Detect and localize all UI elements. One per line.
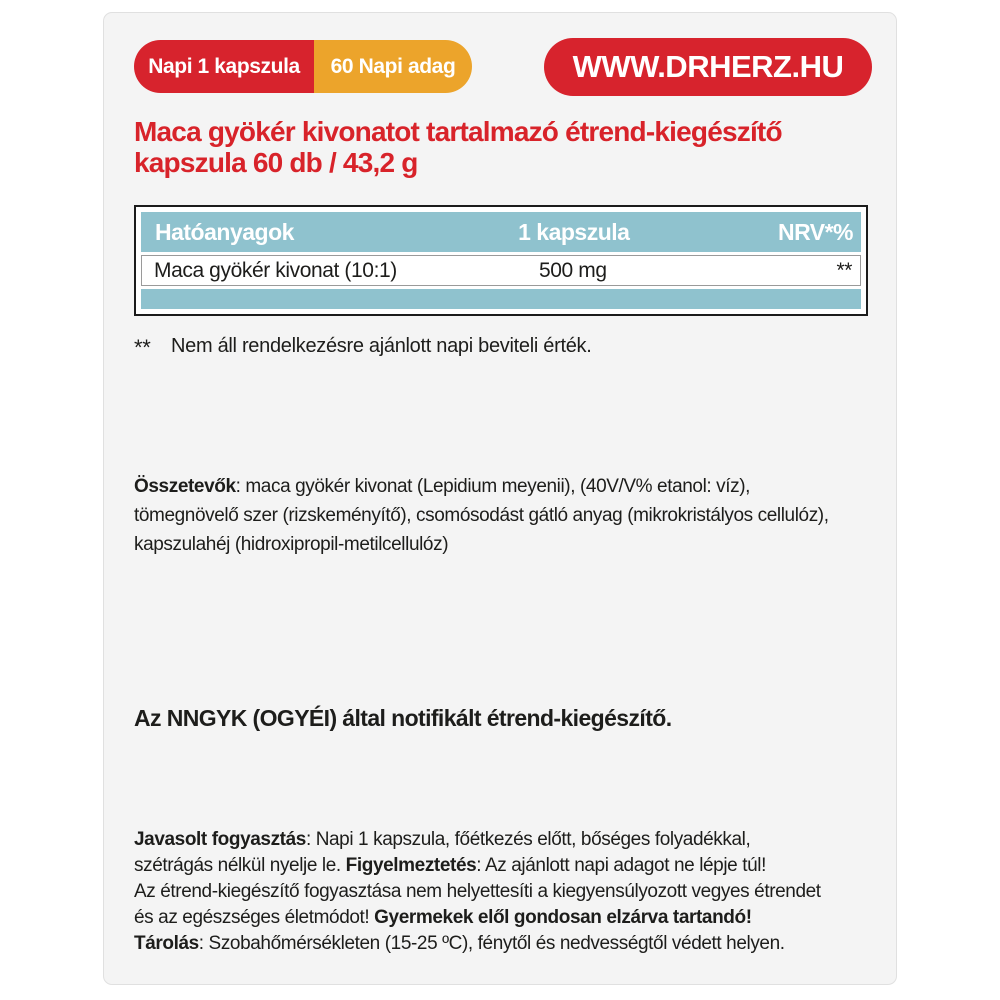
table-header-row (141, 212, 861, 252)
header-per-capsule: 1 kapszula (518, 218, 630, 245)
ingredient-name: Maca gyökér kivonat (10:1) (154, 258, 397, 282)
table-footer-bar (141, 289, 861, 309)
usage-paragraph: Javasolt fogyasztás: Napi 1 kapszula, főétkezés előtt, bőséges folyadékkal, szétrágás nélkül nyelje le. Figyelmeztetés: Az ajánlott napi adagot ne lépje túl! Az étrend-kiegészítő fogyasztása nem helyettesíti a kiegyensúlyozott vegyes étrendet és az egészséges életmódot! Gyermekek elől gondosan elzárva tartandó! Tárolás: Szobahőmérsékleten (15-25 ºC), fénytől és nedvességtől védett helyen. (134, 829, 821, 954)
header-active-ingredients: Hatóanyagok (155, 218, 294, 245)
table-row (141, 255, 861, 286)
website-badge[interactable]: WWW.DRHERZ.HU (544, 38, 872, 96)
dosage-badge (134, 40, 472, 93)
product-label-card (103, 12, 897, 985)
footnote-marker: ** (134, 335, 151, 360)
nutrition-table (134, 205, 868, 316)
ingredient-amount: 500 mg (538, 258, 607, 282)
header-nrv: NRV*% (777, 218, 853, 245)
ingredient-nrv: ** (836, 258, 852, 282)
product-title-line2: kapszula 60 db / 43,2 g (134, 147, 418, 178)
badge-row (134, 38, 868, 98)
product-title-line1: Maca gyökér kivonatot tartalmazó étrend-kiegészítő (134, 116, 782, 147)
product-title (134, 116, 868, 178)
footnote (134, 335, 868, 361)
dosage-badge-servings: 60 Napi adag (314, 40, 472, 93)
dosage-badge-daily: Napi 1 kapszula (134, 40, 314, 93)
notification-text: Az NNGYK (OGYÉI) által notifikált étrend-kiegészítő. (134, 705, 672, 731)
ingredients-paragraph: Összetevők: maca gyökér kivonat (Lepidium meyenii), (40V/V% etanol: víz), tömegnövelő szer (rizskeményítő), csomósodást gátló anyag (mikrokristályos cellulóz), kapszulahéj (hidroxipropil-metilcellulóz) (134, 476, 829, 555)
footnote-text: Nem áll rendelkezésre ajánlott napi beviteli érték. (171, 335, 592, 357)
